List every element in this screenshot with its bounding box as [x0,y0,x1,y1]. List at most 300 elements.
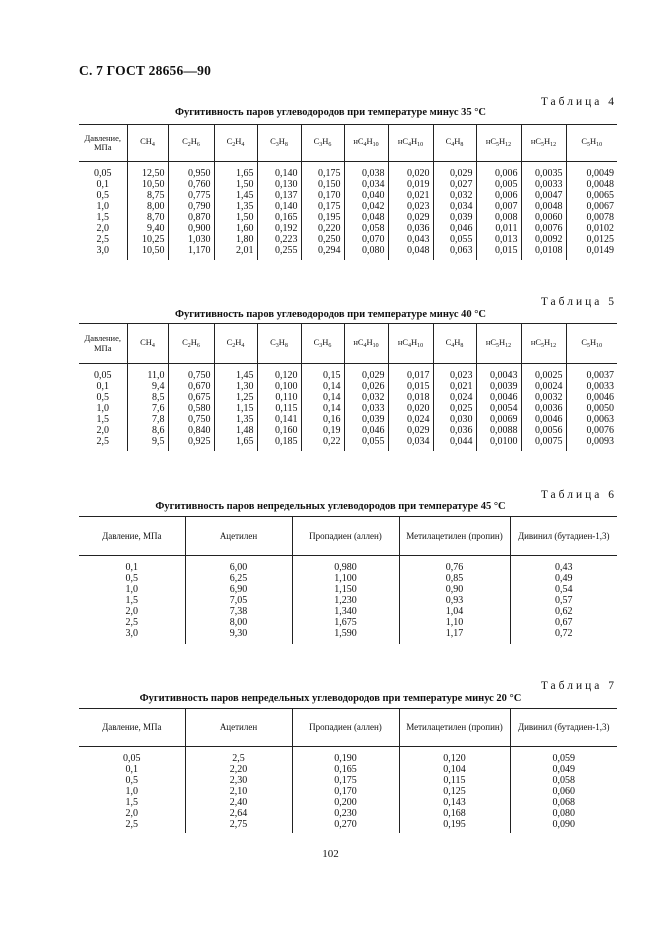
table-cell: 1,65 [236,436,254,447]
table-cell: 10,50 [142,245,165,256]
table-cell: 2,0 [96,223,109,234]
table-cell: 7,8 [152,414,165,425]
table-cell: 0,029 [407,212,430,223]
table-cell: 0,255 [275,245,298,256]
value-column [521,364,566,451]
table-cell: 0,0033 [535,179,563,190]
table-cell: 2,40 [229,797,248,808]
table-cell: 0,0078 [586,212,614,223]
table-cell: 1,48 [236,425,254,436]
table-cell: 0,019 [407,179,430,190]
table-cell: 0,19 [323,425,341,436]
table-cell: 7,05 [229,595,248,606]
table-cell: 0,059 [552,753,575,764]
col-header-nc5h12-b: $нC_5H_{12}$ [521,324,566,364]
value-column [301,162,344,260]
col-header-ch4: $CH_4$ [127,324,168,364]
table-6-label: Таблица 6 [540,489,617,501]
value-column [344,162,388,260]
table-cell: 0,170 [334,786,357,797]
table-cell: 0,120 [275,370,298,381]
table-cell: 0,900 [188,223,211,234]
table-cell: 3,0 [96,245,109,256]
table-cell: 0,160 [275,425,298,436]
value-column [566,162,617,260]
table-cell: 0,0048 [586,179,614,190]
table-cell: 0,72 [555,628,573,639]
table-cell: 0,220 [318,223,341,234]
table-cell: 2,75 [229,819,248,830]
table-cell: 0,15 [323,370,341,381]
table-cell: 1,50 [236,212,254,223]
table-cell: 0,015 [407,381,430,392]
table-cell: 0,015 [495,245,518,256]
table-cell: 0,0046 [586,392,614,403]
value-column [214,364,257,451]
value-column [399,747,510,833]
pressure-column [79,162,127,260]
table-cell: 1,80 [236,234,254,245]
table-cell: 0,104 [443,764,466,775]
table-cell: 0,175 [334,775,357,786]
table-5-title: Фугитивность паров углеводородов при температуре минус 40 °С [174,309,487,320]
table-cell: 2,30 [229,775,248,786]
table-cell: 0,250 [318,234,341,245]
table-cell: 2,5 [96,234,109,245]
table-cell: 0,14 [323,392,341,403]
table-5 [79,323,617,451]
table-cell: 6,00 [229,562,248,573]
table-cell: 9,5 [152,436,165,447]
col-header-c3h6: $C_3H_6$ [301,324,344,364]
table-cell: 0,141 [275,414,298,425]
table-cell: 1,45 [236,370,254,381]
table-cell: 0,980 [334,562,357,573]
value-column [388,162,433,260]
value-column [433,162,476,260]
table-cell: 1,5 [96,414,109,425]
table-cell: 0,023 [450,370,473,381]
table-cell: 7,6 [152,403,165,414]
page-header: С. 7 ГОСТ 28656—90 [79,63,212,78]
value-column [301,364,344,451]
table-cell: 0,43 [555,562,573,573]
table-cell: 0,058 [362,223,385,234]
table-cell: 0,021 [450,381,473,392]
col-header-nc5h12-a: $нC_5H_{12}$ [476,125,521,162]
table-cell: 0,039 [362,414,385,425]
table-cell: 10,25 [142,234,165,245]
table-cell: 0,05 [94,168,112,179]
table-cell: 1,30 [236,381,254,392]
table-cell: 0,580 [188,403,211,414]
table-cell: 0,1 [125,562,138,573]
table-cell: 0,0039 [490,381,518,392]
col-header-divinyl: Дивинил (бутадиен-1,3) [510,517,617,556]
table-cell: 0,058 [552,775,575,786]
table-cell: 2,5 [125,617,138,628]
table-cell: 2,0 [125,808,138,819]
table-cell: 0,0100 [490,436,518,447]
table-cell: 0,0093 [586,436,614,447]
value-column [185,747,292,833]
table-cell: 0,0050 [586,403,614,414]
table-6-title: Фугитивность паров непредельных углеводородов при температуре 45 °С [155,501,506,512]
table-cell: 0,0069 [490,414,518,425]
table-cell: 0,195 [443,819,466,830]
table-cell: 1,0 [96,201,109,212]
value-column [214,162,257,260]
table-cell: 0,034 [450,201,473,212]
table-cell: 0,080 [552,808,575,819]
table-cell: 0,024 [407,414,430,425]
table-cell: 1,5 [125,797,138,808]
table-cell: 7,38 [229,606,248,617]
table-cell: 0,036 [407,223,430,234]
col-header-nc4h10-b: $нC_4H_{10}$ [388,324,433,364]
table-cell: 1,5 [125,595,138,606]
table-cell: 0,49 [555,573,573,584]
table-cell: 2,5 [125,819,138,830]
table-cell: 0,043 [407,234,430,245]
table-cell: 12,50 [142,168,165,179]
table-cell: 0,100 [275,381,298,392]
value-column [476,364,521,451]
table-cell: 0,140 [275,201,298,212]
table-cell: 0,042 [362,201,385,212]
col-header-c3h6: $C_3H_6$ [301,125,344,162]
table-cell: 0,125 [443,786,466,797]
table-cell: 0,0024 [535,381,563,392]
col-header-divinyl: Дивинил (бутадиен-1,3) [510,709,617,747]
table-cell: 0,049 [552,764,575,775]
table-6-header-row [79,517,617,556]
table-cell: 1,25 [236,392,254,403]
pressure-column [79,364,127,451]
table-cell: 0,013 [495,234,518,245]
table-cell: 0,0075 [535,436,563,447]
table-cell: 0,048 [407,245,430,256]
table-cell: 0,16 [323,414,341,425]
page-number: 102 [322,848,339,860]
table-cell: 0,039 [450,212,473,223]
table-cell: 1,340 [334,606,357,617]
table-cell: 0,046 [450,223,473,234]
table-cell: 0,034 [407,436,430,447]
table-cell: 9,4 [152,381,165,392]
table-cell: 0,925 [188,436,211,447]
table-cell: 2,5 [232,753,245,764]
table-cell: 0,950 [188,168,211,179]
table-cell: 1,50 [236,179,254,190]
value-column [433,364,476,451]
table-cell: 0,029 [407,425,430,436]
table-cell: 0,675 [188,392,211,403]
table-cell: 0,175 [318,201,341,212]
table-cell: 0,021 [407,190,430,201]
value-column [344,364,388,451]
table-cell: 0,0054 [490,403,518,414]
table-cell: 1,675 [334,617,357,628]
col-header-c2h4: $C_2H_4$ [214,125,257,162]
table-cell: 0,0043 [490,370,518,381]
col-header-acetylene: Ацетилен [185,709,292,747]
table-6 [79,516,617,644]
table-5-label: Таблица 5 [540,296,617,308]
table-cell: 0,007 [495,201,518,212]
col-header-nc4h10-a: $нC_4H_{10}$ [344,324,388,364]
table-cell: 0,011 [495,223,518,234]
table-cell: 0,120 [443,753,466,764]
col-header-c5h10: $C_5H_{10}$ [566,125,617,162]
col-header-nc5h12-a: $нC_5H_{12}$ [476,324,521,364]
table-cell: 1,0 [96,403,109,414]
table-5-header-row [79,324,617,364]
table-cell: 0,0063 [586,414,614,425]
value-column [399,556,510,644]
table-cell: 1,230 [334,595,357,606]
col-header-c4h8: $C_4H_8$ [433,324,476,364]
table-cell: 0,90 [445,584,464,595]
table-cell: 0,0036 [535,403,563,414]
table-cell: 0,070 [362,234,385,245]
col-header-methylacetylene: Метилацетилен (пропин) [399,517,510,556]
table-cell: 0,020 [407,168,430,179]
table-7-label: Таблица 7 [540,680,617,692]
table-cell: 0,080 [362,245,385,256]
table-cell: 1,45 [236,190,254,201]
col-header-propadiene: Пропадиен (аллен) [292,709,399,747]
table-cell: 0,0046 [490,392,518,403]
col-header-nc4h10-a: $нC_4H_{10}$ [344,125,388,162]
table-cell: 1,60 [236,223,254,234]
table-cell: 0,038 [362,168,385,179]
table-cell: 0,750 [188,370,211,381]
table-cell: 0,760 [188,179,211,190]
table-cell: 2,0 [96,425,109,436]
table-cell: 1,35 [236,201,254,212]
table-7-data-row [79,747,617,833]
col-header-c3h8: $C_3H_8$ [257,125,301,162]
table-cell: 0,044 [450,436,473,447]
table-cell: 8,75 [147,190,165,201]
col-header-pressure: Давление, МПа [79,125,127,162]
table-cell: 8,6 [152,425,165,436]
col-header-c2h4: $C_2H_4$ [214,324,257,364]
col-header-c3h8: $C_3H_8$ [257,324,301,364]
table-cell: 1,5 [96,212,109,223]
table-cell: 0,030 [450,414,473,425]
table-cell: 8,70 [147,212,165,223]
table-cell: 0,0108 [535,245,563,256]
table-cell: 0,230 [334,808,357,819]
table-cell: 0,185 [275,436,298,447]
table-cell: 0,033 [362,403,385,414]
table-7-title: Фугитивность паров непредельных углеводородов при температуре минус 20 °С [139,693,522,704]
table-cell: 0,05 [94,370,112,381]
col-header-nc4h10-b: $нC_4H_{10}$ [388,125,433,162]
value-column [168,364,214,451]
col-header-pressure: Давление, МПа [79,709,185,747]
table-cell: 9,30 [229,628,248,639]
table-cell: 11,0 [147,370,165,381]
table-cell: 0,175 [318,168,341,179]
table-cell: 0,0046 [535,414,563,425]
table-cell: 6,25 [229,573,248,584]
table-cell: 0,0025 [535,370,563,381]
table-6-data-row [79,556,617,644]
table-cell: 0,168 [443,808,466,819]
table-cell: 0,0048 [535,201,563,212]
table-cell: 0,190 [334,753,357,764]
table-cell: 1,150 [334,584,357,595]
table-cell: 1,17 [445,628,464,639]
table-cell: 1,0 [125,786,138,797]
table-cell: 0,034 [362,179,385,190]
table-cell: 0,57 [555,595,573,606]
table-cell: 0,165 [334,764,357,775]
table-cell: 0,048 [362,212,385,223]
table-cell: 2,20 [229,764,248,775]
table-cell: 0,036 [450,425,473,436]
col-header-methylacetylene: Метилацетилен (пропин) [399,709,510,747]
table-cell: 0,14 [323,381,341,392]
table-4-header-row [79,125,617,162]
table-cell: 0,029 [362,370,385,381]
table-cell: 0,0037 [586,370,614,381]
table-cell: 0,750 [188,414,211,425]
table-cell: 1,35 [236,414,254,425]
value-column [476,162,521,260]
value-column [566,364,617,451]
table-cell: 0,046 [362,425,385,436]
table-cell: 1,170 [188,245,211,256]
table-cell: 0,200 [334,797,357,808]
table-4-data-row [79,162,617,260]
table-cell: 0,840 [188,425,211,436]
table-cell: 0,068 [552,797,575,808]
col-header-ch4: $CH_4$ [127,125,168,162]
table-cell: 0,870 [188,212,211,223]
table-cell: 9,40 [147,223,165,234]
value-column [388,364,433,451]
table-cell: 1,590 [334,628,357,639]
table-cell: 0,032 [362,392,385,403]
table-cell: 6,90 [229,584,248,595]
table-cell: 0,018 [407,392,430,403]
table-cell: 0,0033 [586,381,614,392]
table-cell: 0,54 [555,584,573,595]
table-cell: 0,026 [362,381,385,392]
value-column [521,162,566,260]
value-column [510,747,617,833]
col-header-propadiene: Пропадиен (аллен) [292,517,399,556]
table-4-label: Таблица 4 [540,96,617,108]
table-cell: 0,67 [555,617,573,628]
table-cell: 0,195 [318,212,341,223]
table-cell: 1,10 [445,617,464,628]
table-cell: 0,027 [450,179,473,190]
table-cell: 0,060 [552,786,575,797]
col-header-pressure: Давление, МПа [79,324,127,364]
table-cell: 0,192 [275,223,298,234]
table-cell: 0,029 [450,168,473,179]
table-5-data-row [79,364,617,451]
table-cell: 0,5 [96,190,109,201]
table-cell: 0,0056 [535,425,563,436]
table-cell: 2,5 [96,436,109,447]
table-cell: 0,165 [275,212,298,223]
table-cell: 0,170 [318,190,341,201]
col-header-c5h10: $C_5H_{10}$ [566,324,617,364]
table-cell: 0,93 [445,595,464,606]
table-cell: 0,143 [443,797,466,808]
table-cell: 3,0 [125,628,138,639]
table-cell: 0,0060 [535,212,563,223]
table-cell: 1,0 [125,584,138,595]
table-cell: 0,032 [450,190,473,201]
table-cell: 0,62 [555,606,573,617]
value-column [292,747,399,833]
table-cell: 0,090 [552,819,575,830]
col-header-pressure: Давление, МПа [79,517,185,556]
table-cell: 0,006 [495,190,518,201]
table-cell: 1,030 [188,234,211,245]
table-cell: 0,0032 [535,392,563,403]
table-cell: 0,790 [188,201,211,212]
table-cell: 0,040 [362,190,385,201]
table-cell: 0,22 [323,436,341,447]
table-cell: 0,5 [125,775,138,786]
table-cell: 0,055 [450,234,473,245]
table-cell: 0,5 [96,392,109,403]
table-cell: 10,50 [142,179,165,190]
table-cell: 2,10 [229,786,248,797]
table-cell: 0,0047 [535,190,563,201]
table-cell: 0,017 [407,370,430,381]
value-column [127,162,168,260]
table-4 [79,124,617,260]
col-header-nc5h12-b: $нC_5H_{12}$ [521,125,566,162]
table-4-title: Фугитивность паров углеводородов при температуре минус 35 °С [174,107,487,118]
table-cell: 0,05 [123,753,141,764]
table-cell: 0,023 [407,201,430,212]
table-cell: 0,0092 [535,234,563,245]
table-7 [79,708,617,833]
table-cell: 0,020 [407,403,430,414]
value-column [257,162,301,260]
col-header-c2h6: $C_2H_6$ [168,324,214,364]
table-cell: 0,270 [334,819,357,830]
pressure-column [79,556,185,644]
table-cell: 0,0102 [586,223,614,234]
table-cell: 0,0065 [586,190,614,201]
table-cell: 0,140 [275,168,298,179]
table-cell: 0,0088 [490,425,518,436]
table-cell: 0,0076 [586,425,614,436]
col-header-acetylene: Ацетилен [185,517,292,556]
table-cell: 1,65 [236,168,254,179]
table-cell: 0,1 [96,179,109,190]
col-header-c2h6: $C_2H_6$ [168,125,214,162]
col-header-c4h8: $C_4H_8$ [433,125,476,162]
table-cell: 0,110 [275,392,298,403]
table-cell: 0,0076 [535,223,563,234]
table-cell: 0,063 [450,245,473,256]
table-cell: 0,294 [318,245,341,256]
table-cell: 0,76 [445,562,464,573]
table-cell: 0,5 [125,573,138,584]
